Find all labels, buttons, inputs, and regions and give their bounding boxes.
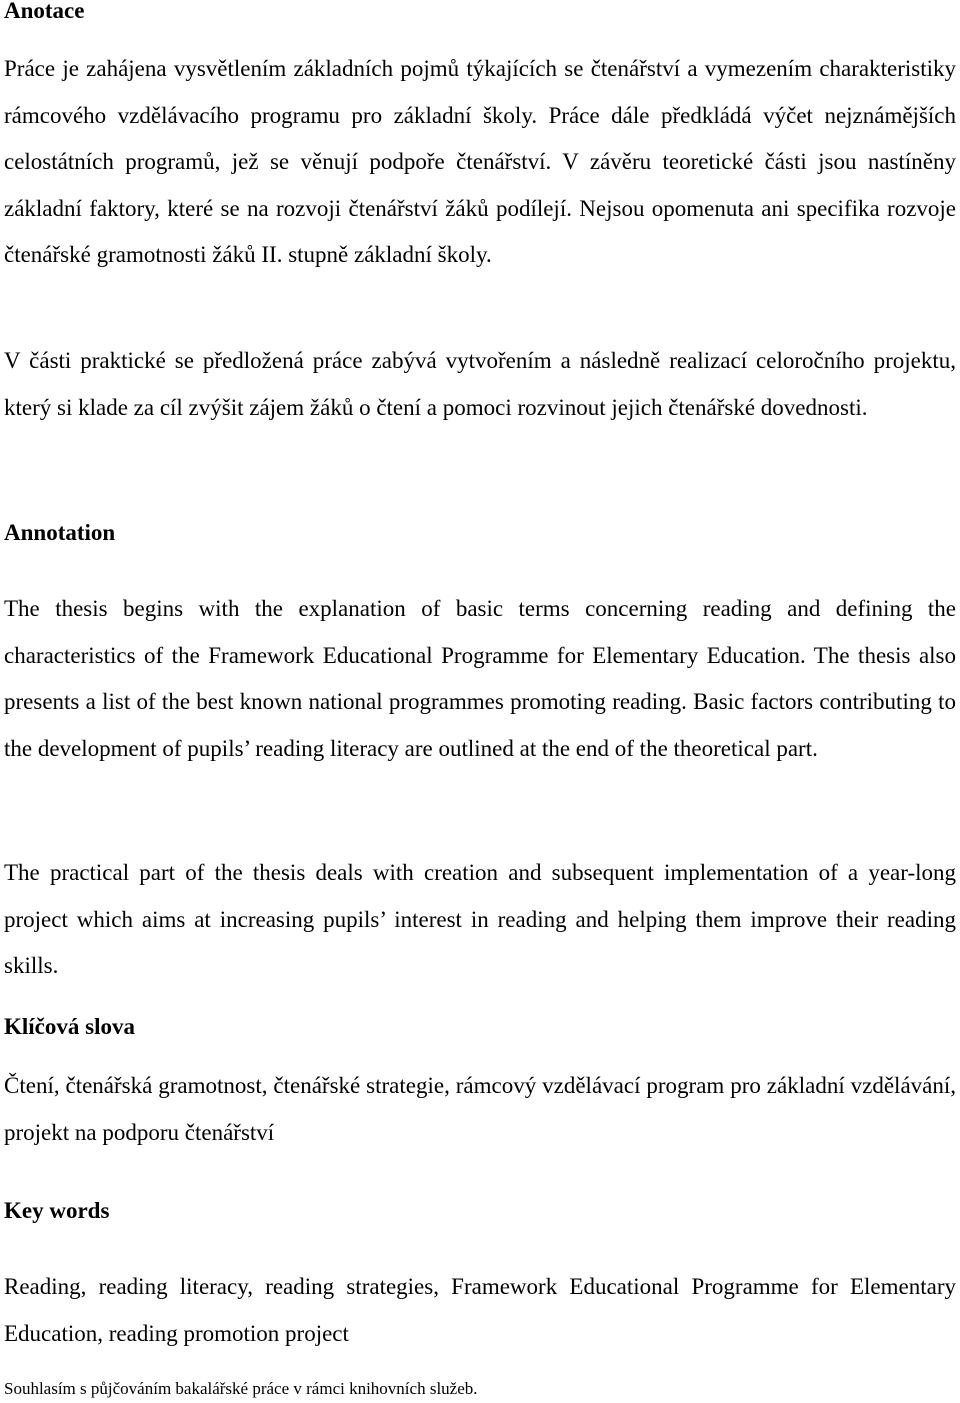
anotace-heading: Anotace <box>4 0 85 23</box>
key-words-text: Reading, reading literacy, reading strategies, Framework Educational Programme for Elementary Education, reading promotion project <box>4 1274 956 1346</box>
anotace-paragraph-2: V části praktické se předložená práce zabývá vytvořením a následně realizací celoročního projektu, který si klade za cíl zvýšit zájem žáků o čtení a pomoci rozvinout jejich čtenářské dovednosti. <box>4 348 956 420</box>
anotace-paragraph-1: Práce je zahájena vysvětlením základních pojmů týkajících se čtenářství a vymezením charakteristiky rámcového vzdělávacího programu pro základní školy. Práce dále předkládá výčet nejznámějších celostátních programů, jež se věnují podpoře čtenářství. V závěru teoretické části jsou nastíněny základní faktory, které se na rozvoji čtenářství žáků podílejí. Nejsou opomenuta ani specifika rozvoje čtenářské gramotnosti žáků II. stupně základní školy. <box>4 56 956 267</box>
klicova-slova-heading: Klíčová slova <box>4 1014 135 1039</box>
annotation-heading: Annotation <box>4 520 116 545</box>
library-consent-note: Souhlasím s půjčováním bakalářské práce v rámci knihovních služeb. <box>4 1379 478 1398</box>
klicova-slova-text: Čtení, čtenářská gramotnost, čtenářské strategie, rámcový vzdělávací program pro základní vzdělávání, projekt na podporu čtenářství <box>4 1073 956 1145</box>
key-words-heading: Key words <box>4 1198 110 1223</box>
annotation-paragraph-1: The thesis begins with the explanation of basic terms concerning reading and defining the characteristics of the Framework Educational Programme for Elementary Education. The thesis also presents a list of the best known national programmes promoting reading. Basic factors contributing to the development of pupils’ reading literacy are outlined at the end of the theoretical part. <box>4 596 956 761</box>
annotation-paragraph-2: The practical part of the thesis deals with creation and subsequent implementation of a year-long project which aims at increasing pupils’ interest in reading and helping them improve their reading skills. <box>4 860 956 978</box>
